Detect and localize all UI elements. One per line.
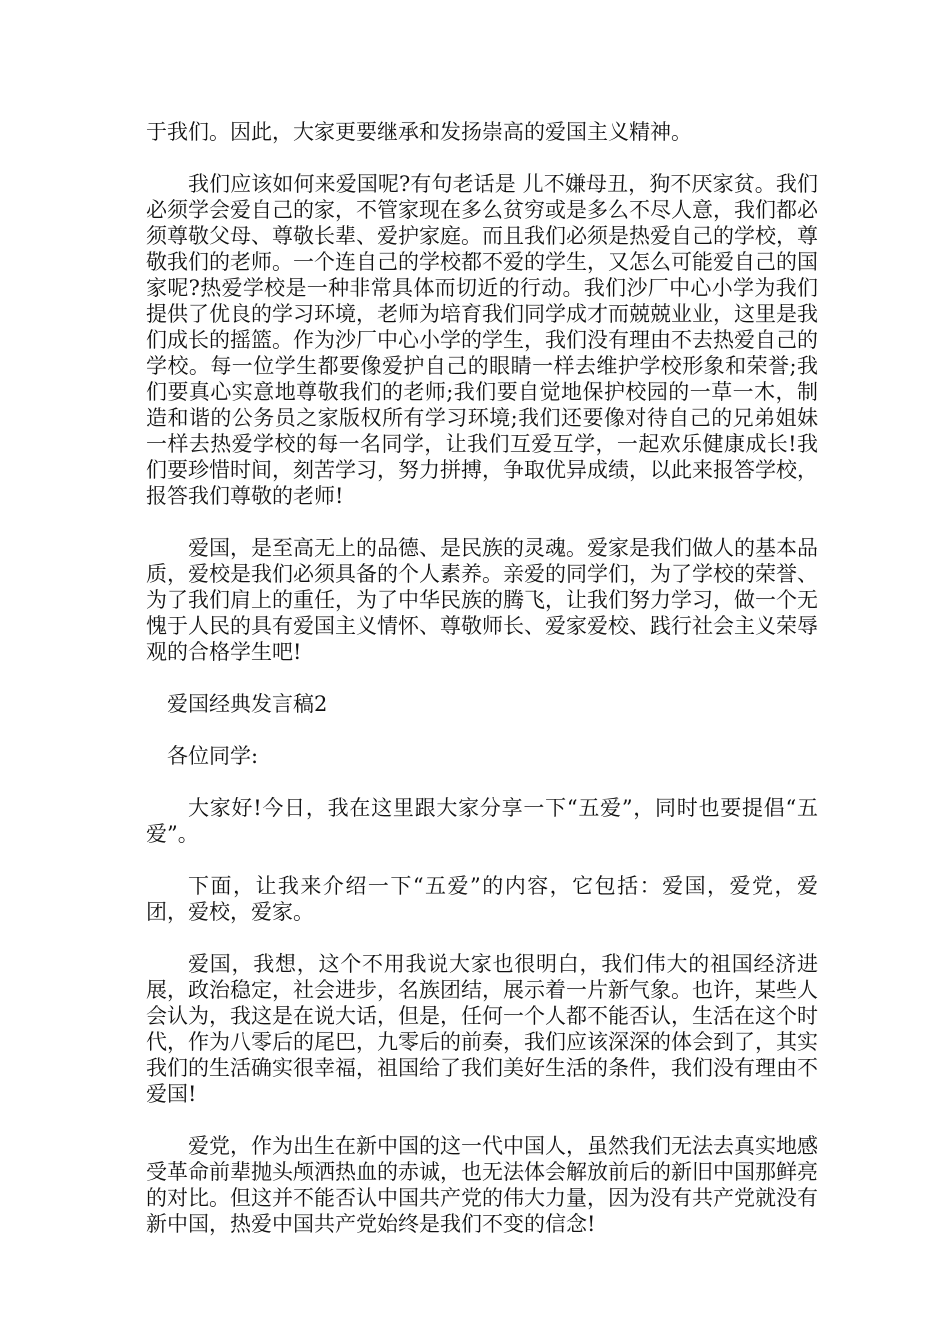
paragraph-greeting: 大家好!今日，我在这里跟大家分享一下“五爱”，同时也要提倡“五爱”。	[146, 796, 818, 846]
paragraph-love-party: 爱党，作为出生在新中国的这一代中国人，虽然我们无法去真实地感受革命前辈抛头颅洒热血的赤诚，也无法体会解放前后的新旧中国那鲜亮的对比。但这并不能否认中国共产党的伟大力量，因为没有共产党就没有新中国，热爱中国共产党始终是我们不变的信念!	[146, 1134, 818, 1236]
salutation: 各位同学:	[167, 744, 259, 768]
paragraph-love-country: 爱国，我想，这个不用我说大家也很明白，我们伟大的祖国经济进展，政治稳定，社会进步，名族团结，展示着一片新气象。也许，某些人会认为，我这是在说大话，但是，任何一个人都不能否认，生活在这个时代，作为八零后的尾巴，九零后的前奏，我们应该深深的体会到了，其实我们的生活确实很幸福，祖国给了我们美好生活的条件，我们没有理由不爱国!	[146, 952, 818, 1106]
paragraph-five-loves-intro: 下面，让我来介绍一下“五爱”的内容，它包括：爱国，爱党，爱团，爱校，爱家。	[146, 874, 818, 924]
paragraph-conclusion: 爱国，是至高无上的品德、是民族的灵魂。爱家是我们做人的基本品质，爱校是我们必须具备的个人素养。亲爱的同学们，为了学校的荣誉、为了我们肩上的重任，为了中华民族的腾飞，让我们努力学习，做一个无愧于人民的具有爱国主义情怀、尊敬师长、爱家爱校、践行社会主义荣辱观的合格学生吧!	[146, 536, 818, 664]
document-page	[146, 119, 818, 1263]
paragraph-continuation: 于我们。因此，大家更要继承和发扬崇高的爱国主义精神。	[146, 120, 692, 144]
paragraph-how-to-love-country: 我们应该如何来爱国呢?有句老话是 儿不嫌母丑，狗不厌家贫。我们必须学会爱自己的家，不管家现在多么贫穷或是多么不尽人意，我们都必须尊敬父母、尊敬长辈、爱护家庭。而且我们必须是热爱自己的学校，尊敬我们的老师。一个连自己的学校都不爱的学生，又怎么可能爱自己的国家呢?热爱学校是一种非常具体而切近的行动。我们沙厂中心小学为我们提供了优良的学习环境，老师为培育我们同学成才而兢兢业业，这里是我们成长的摇篮。作为沙厂中心小学的学生，我们没有理由不去热爱自己的学校。每一位学生都要像爱护自己的眼睛一样去维护学校形象和荣誉;我们要真心实意地尊敬我们的老师;我们要自觉地保护校园的一草一木，制造和谐的公务员之家版权所有学习环境;我们还要像对待自己的兄弟姐妹一样去热爱学校的每一名同学，让我们互爱互学，一起欢乐健康成长!我们要珍惜时间，刻苦学习，努力拼搏，争取优异成绩，以此来报答学校，报答我们尊敬的老师!	[146, 172, 818, 508]
section-heading: 爱国经典发言稿2	[167, 692, 328, 716]
